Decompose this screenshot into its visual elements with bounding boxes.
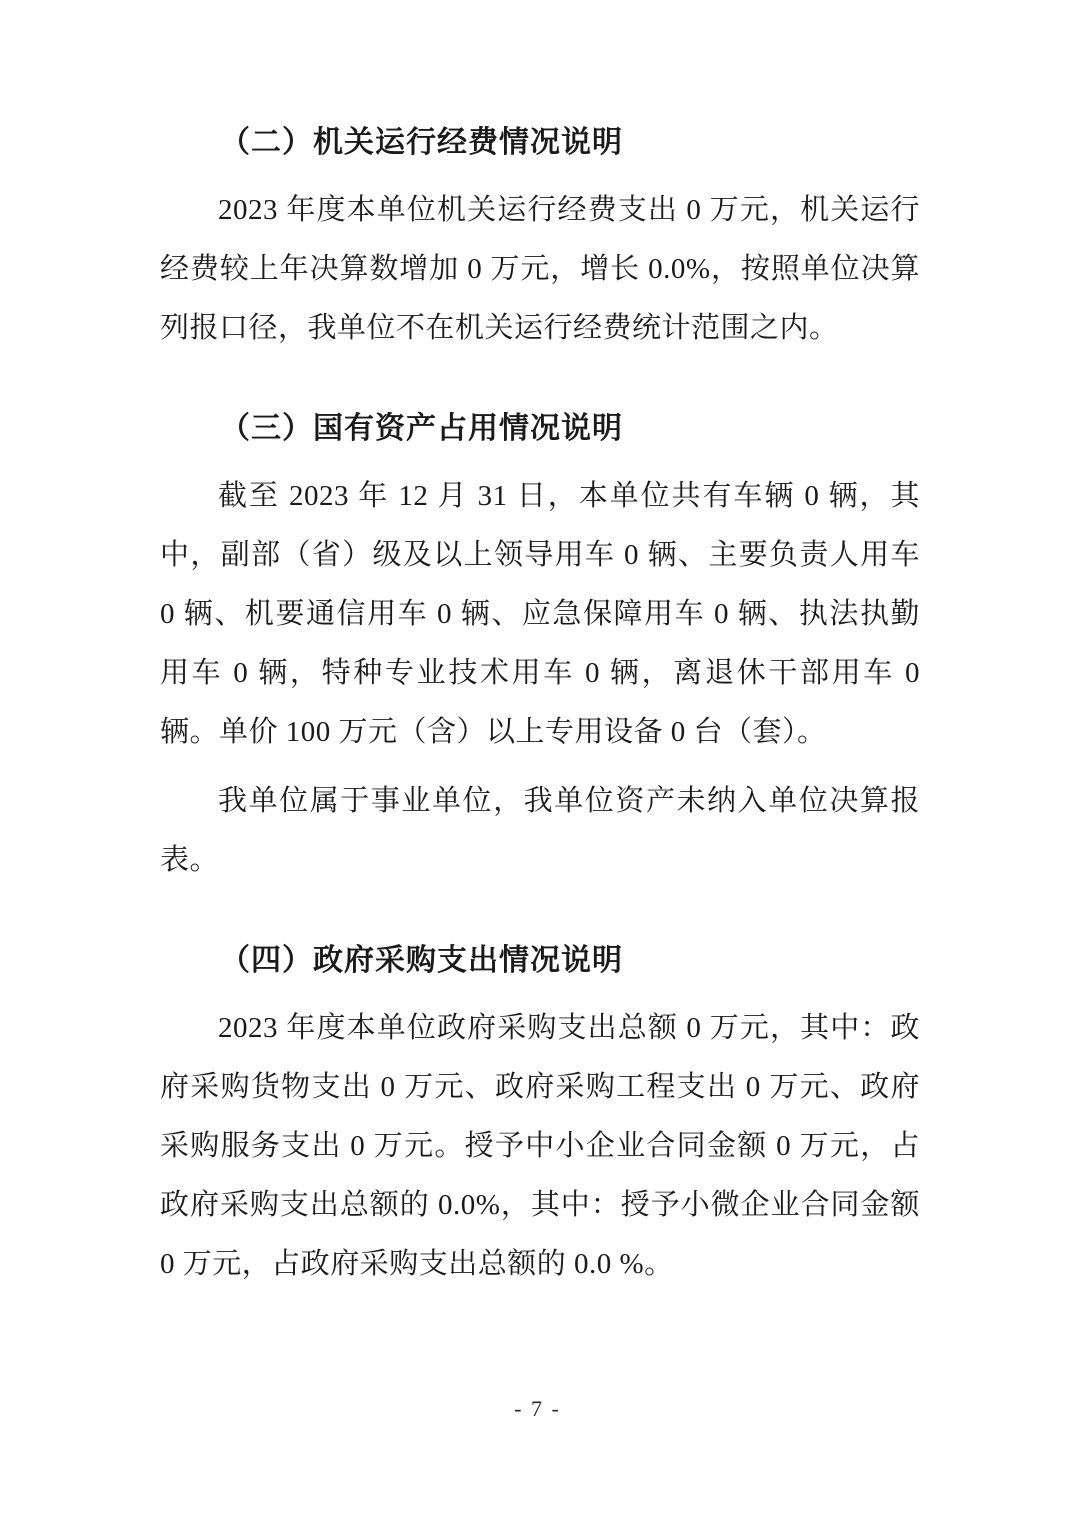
- section-paragraph: 2023 年度本单位政府采购支出总额 0 万元，其中：政府采购货物支出 0 万元、政府采购工程支出 0 万元、政府采购服务支出 0 万元。授予中小企业合同金额 0 万元，占政府采购支出总额的 0.0%，其中：授予小微企业合同金额 0 万元，占政府采购支出总额的 0.0 %。: [160, 1012, 920, 1280]
- section-operating-expenses: [160, 120, 920, 358]
- section-paragraph: 截至 2023 年 12 月 31 日，本单位共有车辆 0 辆，其中，副部（省）级及以上领导用车 0 辆、主要负责人用车 0 辆、机要通信用车 0 辆、应急保障用车 0 辆、执法执勤用车 0 辆，特种专业技术用车 0 辆，离退休干部用车 0 辆。单价 100 万元（含）以上专用设备 0 台（套）。: [160, 480, 920, 748]
- section-state-assets: [160, 406, 920, 890]
- document-body: [160, 120, 920, 1316]
- section-heading: （二）机关运行经费情况说明: [220, 126, 623, 159]
- section-paragraph: 我单位属于事业单位，我单位资产未纳入单位决算报表。: [160, 785, 920, 876]
- section-paragraph: 2023 年度本单位机关运行经费支出 0 万元，机关运行经费较上年决算数增加 0 万元，增长 0.0%，按照单位决算列报口径，我单位不在机关运行经费统计范围之内。: [160, 194, 920, 344]
- section-heading: （四）政府采购支出情况说明: [220, 944, 623, 977]
- section-heading: （三）国有资产占用情况说明: [220, 412, 623, 445]
- section-government-procurement: [160, 938, 920, 1294]
- page-number: - 7 -: [514, 1396, 561, 1421]
